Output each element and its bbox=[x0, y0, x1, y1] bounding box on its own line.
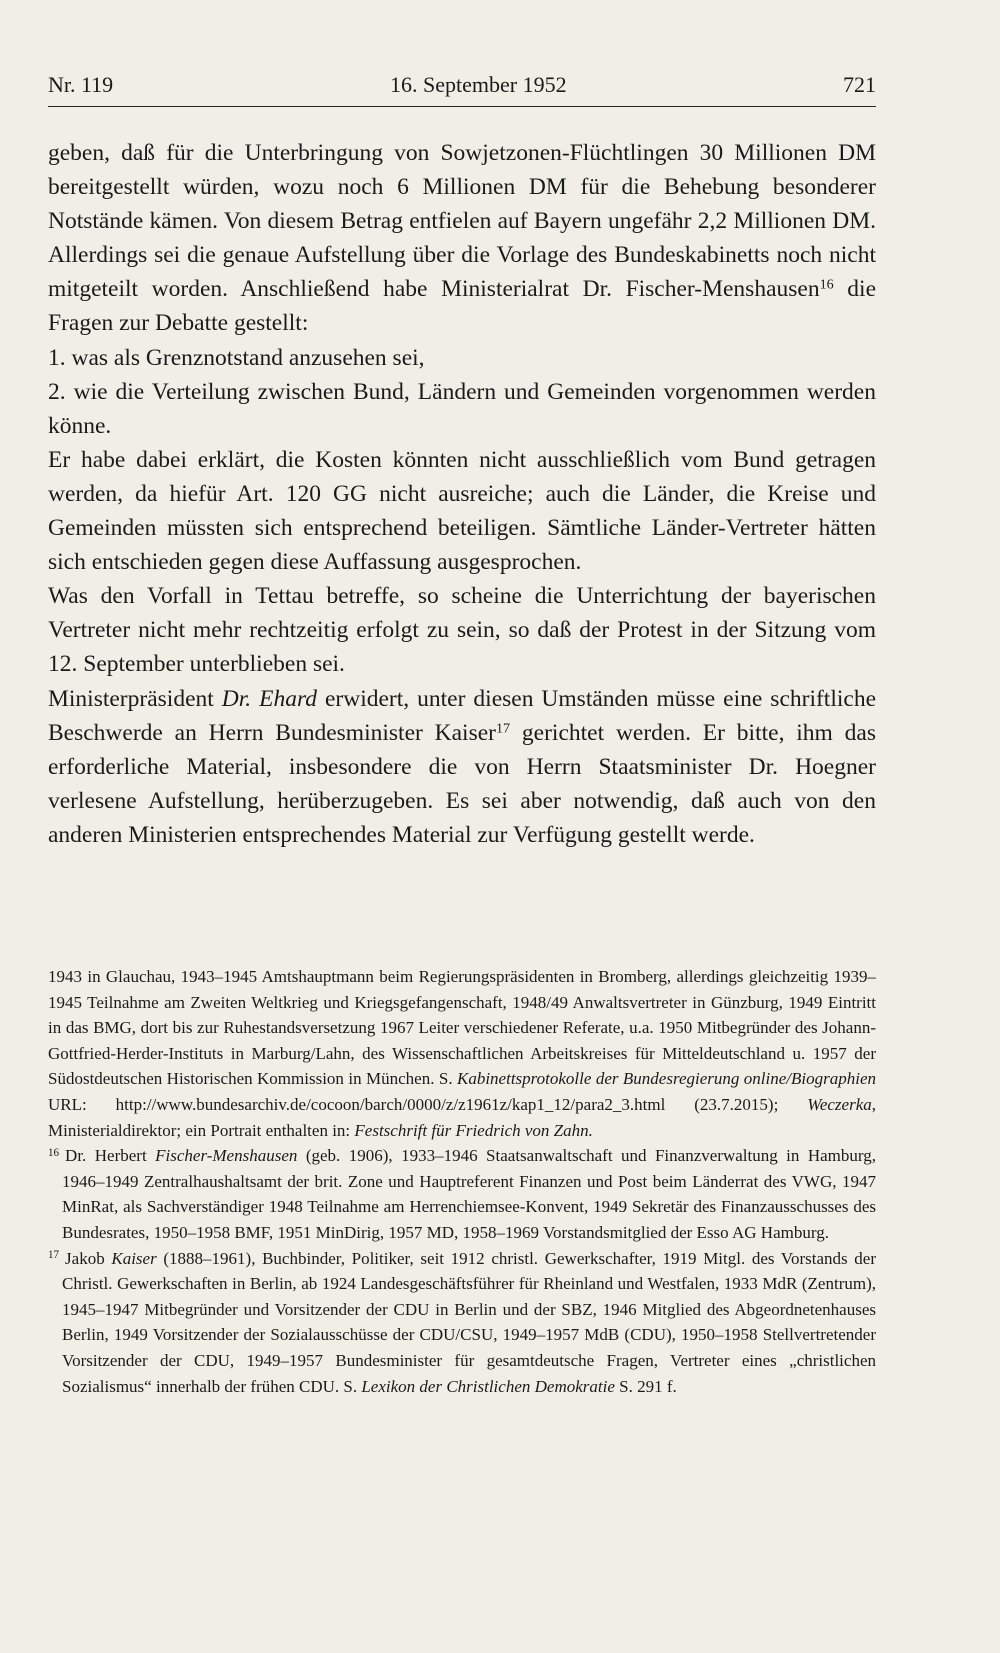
main-text bbox=[48, 136, 876, 852]
paragraph-2: Er habe dabei erklärt, die Kosten könnten nicht ausschließlich vom Bund getragen werden, da hiefür Art. 120 GG nicht ausreiche; auch die Länder, die Kreise und Gemeinden müssten sich entsprechend beteiligen. Sämtliche Länder-Vertreter hätten sich entschieden gegen diese Auffassung ausgesprochen. bbox=[48, 446, 876, 576]
footnote-16-text-b: (geb. 1906), 1933–1946 Staatsanwaltschaft und Finanzverwaltung in Hamburg, 1946–1949 Zentralhaushaltsamt der brit. Zone und Hauptreferent Finanzen und Post beim Länderrat des VWG, 1947 MinRat, als Sachverständiger 1948 Teilnahme am Herrenchiemsee-Konvent, 1949 Sekretär des Finanzausschusses des Bundesrates, 1950–1958 BMF, 1951 MinDirig, 1957 MD, 1958–1969 Vorstandsmitglied der Esso AG Hamburg. bbox=[62, 1146, 876, 1242]
paragraph-1-end: die Fragen zur Debatte gestellt: bbox=[48, 276, 876, 337]
list-item-1: 1. was als Grenznotstand anzusehen sei, bbox=[48, 344, 425, 371]
footnote-continuation bbox=[48, 964, 876, 1143]
paragraph-4-text-c: gerichtet werden. Er bitte, ihm das erforderliche Material, insbesondere die von Herrn Staatsminister Dr. Hoegner verlesene Aufstellung, herüberzugeben. Es sei aber notwendig, daß auch von den anderen Ministerien entsprechendes Material zur Verfügung gestellt werde. bbox=[48, 719, 876, 848]
footnote-16-name: Fischer-Menshausen bbox=[155, 1146, 298, 1166]
speaker-name: Dr. Ehard bbox=[221, 685, 318, 712]
footnote-16-text-a: Dr. Herbert bbox=[65, 1146, 156, 1166]
footnote-16 bbox=[48, 1143, 876, 1245]
footnote-16-number: 16 bbox=[48, 1146, 60, 1159]
document-number: Nr. 119 bbox=[48, 72, 114, 97]
footnote-17-text-a: Jakob bbox=[65, 1248, 112, 1268]
footnote-17-number: 17 bbox=[48, 1249, 60, 1262]
footnote-17 bbox=[48, 1246, 876, 1400]
paragraph-4 bbox=[48, 682, 876, 852]
paragraph-1-text: geben, daß für die Unterbringung von Sowjetzonen-Flüchtlingen 30 Millionen DM bereitgestellt würden, wozu noch 6 Millionen DM für die Behebung besonderer Notstände kämen. Von diesem Betrag entfielen auf Bayern ungefähr 2,2 Millionen DM. Allerdings sei die genaue Aufstellung über die Vorlage des Bundeskabinetts noch nicht mitgeteilt worden. Anschließend habe Ministerialrat Dr. Fischer-Menshausen bbox=[48, 140, 876, 303]
paragraph-1 bbox=[48, 136, 876, 341]
page-header bbox=[48, 70, 876, 107]
footnote-17-name: Kaiser bbox=[111, 1248, 157, 1268]
footnote-17-lexikon: Lexikon der Christlichen Demokratie bbox=[361, 1376, 615, 1396]
paragraph-4-text-b: erwidert, unter diesen Umständen müsse eine schriftliche Beschwerde an Herrn Bundesminister Kaiser bbox=[48, 685, 876, 746]
document-date: 16. September 1952 bbox=[390, 72, 567, 97]
page-number: 721 bbox=[843, 72, 876, 97]
footnote-cont-festschrift: Festschrift für Friedrich von Zahn. bbox=[354, 1120, 593, 1140]
paragraph-3: Was den Vorfall in Tettau betreffe, so scheine die Unterrichtung der bayerischen Vertreter nicht mehr rechtzeitig erfolgt zu sein, so daß der Protest in der Sitzung vom 12. September unterblieben sei. bbox=[48, 583, 876, 678]
footnote-17-text-c: S. 291 f. bbox=[614, 1376, 677, 1396]
footnote-17-text-b: (1888–1961), Buchbinder, Politiker, seit 1912 christl. Gewerkschafter, 1919 Mitgl. des Vorstands der Christl. Gewerkschaften in Berlin, ab 1924 Landesgeschäftsführer für Rheinland und Westfalen, 1933 MdR (Zentrum), 1945–1947 Mitbegründer und Vorsitzender der CDU in Berlin und der SBZ, 1946 Mitglied des Abgeordnetenhauses Berlin, 1949 Vorsitzender der Sozialausschüsse der CDU/CSU, 1949–1957 MdB (CDU), 1950–1958 Stellvertretender Vorsitzender der CDU, 1949–1957 Bundesminister für gesamtdeutsche Fragen, Vertreter eines „christlichen Sozialismus“ innerhalb der frühen CDU. S. bbox=[62, 1248, 876, 1396]
paragraph-4-text-a: Ministerpräsident bbox=[48, 685, 222, 712]
footnote-cont-text-c: , Ministerialdirektor; ein Portrait enthalten in: bbox=[48, 1094, 876, 1140]
list-item-2: 2. wie die Verteilung zwischen Bund, Ländern und Gemeinden vorgenommen werden könne. bbox=[48, 378, 876, 439]
footnote-cont-text-a: 1943 in Glauchau, 1943–1945 Amtshauptmann beim Regierungspräsidenten in Bromberg, allerdings gleichzeitig 1939–1945 Teilnahme am Zweiten Weltkrieg und Kriegsgefangenschaft, 1948/49 Anwaltsvertreter in Günzburg, 1949 Eintritt in das BMG, dort bis zur Ruhestandsversetzung 1967 Leiter verschiedener Referate, u.a. 1950 Mitbegründer des Johann-Gottfried-Herder-Instituts in Marburg/Lahn, des Wissenschaftlichen Arbeitskreises für Mitteldeutschland u. 1957 der Südostdeutschen Historischen Kommission in München. S. bbox=[48, 967, 876, 1089]
footnote-ref-16: 16 bbox=[819, 276, 834, 293]
footnote-cont-author: Weczerka bbox=[807, 1094, 872, 1114]
footnote-ref-17: 17 bbox=[495, 719, 511, 736]
footnotes bbox=[48, 964, 876, 1399]
footnote-cont-source: Kabinettsprotokolle der Bundesregierung online/Biographien bbox=[457, 1069, 876, 1089]
footnote-cont-text-b: URL: http://www.bundesarchiv.de/cocoon/barch/0000/z/z1961z/kap1_12/para2_3.html (23.7.2015); bbox=[48, 1094, 808, 1114]
